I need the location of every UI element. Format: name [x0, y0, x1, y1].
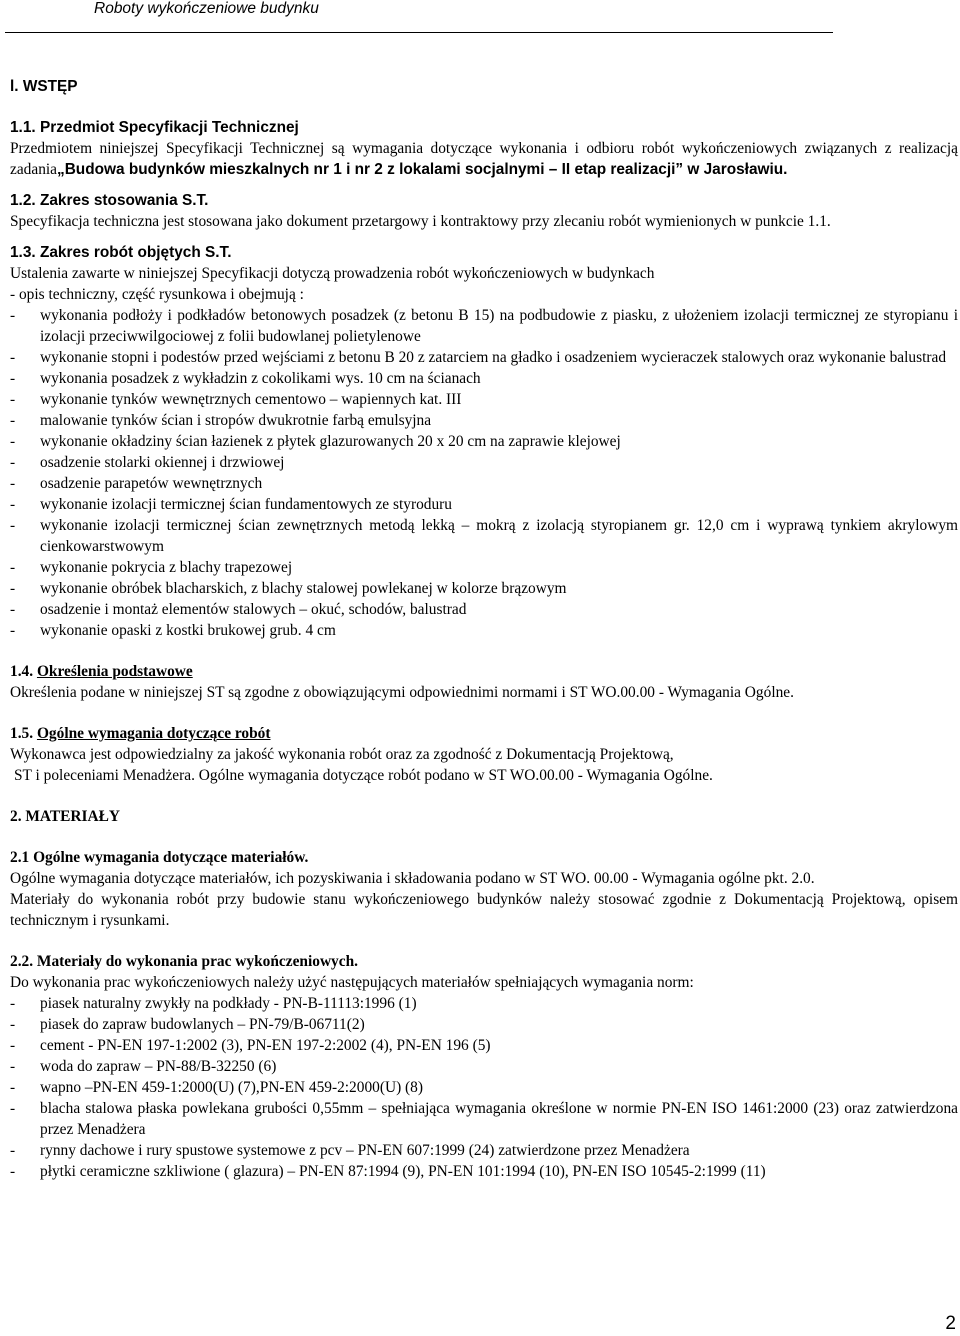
section-1-1-title: 1.1. Przedmiot Specyfikacji Technicznej [10, 119, 299, 136]
section-1-2-text: Specyfikacja techniczna jest stosowana jako dokument przetargowy i kontraktowy przy zlecaniu robót wymienionych w punkcie 1.1. [10, 213, 831, 230]
scope-item: - wykonanie pokrycia z blachy trapezowej [10, 559, 293, 576]
section-1-5-line-1: Wykonawca jest odpowiedzialny za jakość wykonania robót oraz za zgodność z Dokumentacją Projektową, [10, 746, 674, 763]
running-header: Roboty wykończeniowe budynku [94, 0, 319, 17]
material-item: - blacha stalowa płaska powlekana grubości 0,55mm – spełniająca wymagania określone w normie PN-EN ISO 1461:2000 (23) oraz zatwierdzona przez Menadżera [10, 1100, 958, 1138]
scope-item: - osadzenie parapetów wewnętrznych [10, 475, 263, 492]
scope-item: - wykonanie obróbek blacharskich, z blachy stalowej powlekanej w kolorze brązowym [10, 580, 567, 597]
section-1-5-line-2: ST i poleceniami Menadżera. Ogólne wymagania dotyczące robót podano w ST WO.00.00 - Wymagania Ogólne. [14, 767, 713, 784]
scope-item: - wykonanie izolacji termicznej ścian fundamentowych ze styroduru [10, 496, 452, 513]
material-item: - woda do zapraw – PN-88/B-32250 (6) [10, 1058, 277, 1075]
header-rule [5, 32, 833, 33]
scope-item: - wykonanie tynków wewnętrznych cementowo – wapiennych kat. III [10, 391, 462, 408]
section-1-4-text: Określenia podane w niniejszej ST są zgodne z obowiązującymi odpowiednimi normami i ST WO.00.00 - Wymagania Ogólne. [10, 684, 794, 701]
material-item: - płytki ceramiczne szkliwione ( glazura) – PN-EN 87:1994 (9), PN-EN 101:1994 (10), PN-EN ISO 10545-2:1999 (11) [10, 1163, 766, 1180]
section-2-2-intro: Do wykonania prac wykończeniowych należy użyć następujących materiałów spełniających wymagania norm: [10, 974, 694, 991]
scope-item: - wykonania podłoży i podkładów betonowych posadzek (z betonu B 15) na podbudowie z piasku, z ułożeniem izolacji termicznej ze styropianu i izolacji przeciwwilgociowej z folii budowlanej polietylenowe [10, 307, 958, 345]
section-1-1-text-plain: Przedmiotem niniejszej Specyfikacji Technicznej są wymagania dotyczące wykonania i odbioru robót wykończeniowych związanych z realizacją zadania [10, 140, 958, 178]
scope-item: - wykonanie okładziny ścian łazienek z płytek glazurowanych 20 x 20 cm na zaprawie klejowej [10, 433, 621, 450]
section-2-1-line-1: Ogólne wymagania dotyczące materiałów, ich pozyskiwania i składowania podano w ST WO. 00.00 - Wymagania ogólne pkt. 2.0. [10, 870, 815, 887]
scope-item: - wykonanie stopni i podestów przed wejściami z betonu B 20 z zatarciem na gładko i osadzeniem wycieraczek stalowych oraz wykonanie balustrad [10, 349, 947, 366]
page-number: 2 [945, 1313, 956, 1334]
scope-item: - osadzenie stolarki okiennej i drzwiowej [10, 454, 285, 471]
document-body [10, 76, 958, 1182]
materials-list [10, 993, 958, 1182]
scope-item: - wykonanie izolacji termicznej ścian zewnętrznych metodą lekką – mokrą z izolacją styropianem gr. 12,0 cm i wyprawą tynkiem akrylowym cienkowarstwowym [10, 517, 958, 555]
section-2-title: 2. MATERIAŁY [10, 808, 121, 825]
section-1-3-intro-1: Ustalenia zawarte w niniejszej Specyfikacji dotyczą prowadzenia robót wykończeniowych w budynkach [10, 265, 655, 282]
section-1-4-title: 1.4. Określenia podstawowe [10, 663, 193, 680]
section-1-1-task-name: „Budowa budynków mieszkalnych nr 1 i nr 2 z lokalami socjalnymi – II etap realizacji” w Jarosławiu. [57, 161, 788, 178]
scope-item: - wykonanie opaski z kostki brukowej grub. 4 cm [10, 622, 336, 639]
scope-list [10, 305, 958, 641]
material-item: - cement - PN-EN 197-1:2002 (3), PN-EN 197-2:2002 (4), PN-EN 196 (5) [10, 1037, 491, 1054]
material-item: - piasek do zapraw budowlanych – PN-79/B-06711(2) [10, 1016, 365, 1033]
scope-item: - wykonania posadzek z wykładzin z cokolikami wys. 10 cm na ścianach [10, 370, 481, 387]
section-1-5-title: 1.5. Ogólne wymagania dotyczące robót [10, 725, 271, 742]
material-item: - rynny dachowe i rury spustowe systemowe z pcv – PN-EN 607:1999 (24) zatwierdzone przez Menadżera [10, 1142, 690, 1159]
material-item: - piasek naturalny zwykły na podkłady - PN-B-11113:1996 (1) [10, 995, 417, 1012]
section-1-3-title: 1.3. Zakres robót objętych S.T. [10, 244, 232, 261]
scope-item: - osadzenie i montaż elementów stalowych – okuć, schodów, balustrad [10, 601, 467, 618]
scope-item: - malowanie tynków ścian i stropów dwukrotnie farbą emulsyjna [10, 412, 432, 429]
section-2-1-title: 2.1 Ogólne wymagania dotyczące materiałów. [10, 849, 309, 866]
section-1-1-text [10, 138, 958, 180]
material-item: - wapno –PN-EN 459-1:2000(U) (7),PN-EN 459-2:2000(U) (8) [10, 1079, 423, 1096]
section-2-2-title: 2.2. Materiały do wykonania prac wykończeniowych. [10, 953, 358, 970]
section-2-1-line-2: Materiały do wykonania robót przy budowie stanu wykończeniowego budynków należy stosować zgodnie z Dokumentacją Projektową, opisem technicznym i rysunkami. [10, 891, 958, 929]
section-1-title: l. WSTĘP [10, 78, 78, 95]
section-1-3-intro-2: - opis techniczny, część rysunkowa i obejmują : [10, 286, 304, 303]
section-1-2-title: 1.2. Zakres stosowania S.T. [10, 192, 209, 209]
